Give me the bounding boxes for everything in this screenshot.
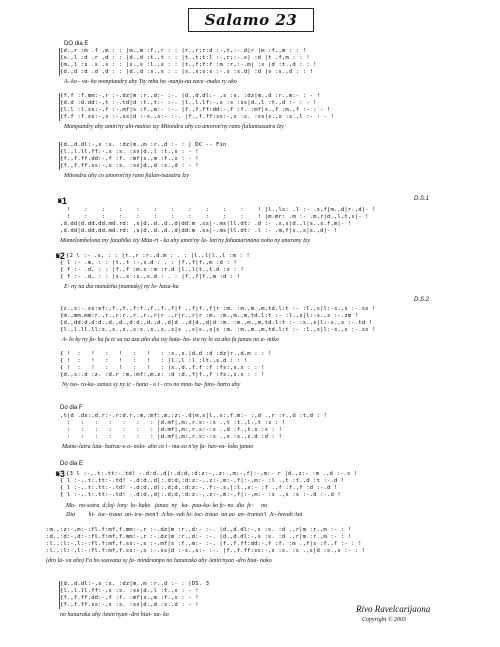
staff-row: : : : : : : : |d.mf|,m:,r.s:-:s .,t :t.,l.,t :s : ! [60, 420, 286, 426]
staff-row: {f.f :f.mm:-,r :-.dz|m :r.,d:- :-. |d.,d.dl:- ,s :s. :dz|m.,d :r.,m:- : - ! [60, 93, 321, 99]
lyrics-line: no hanaraka ahy Amin'nyan -dro hiai- na- ko [60, 612, 169, 618]
staff-row: :l.,:l:-,l:-:fl.f:mf,f.ss:-,s :-.mf|s :f.,m:- :-. |f.,f.ff:dd:-,f :f. :m .,f|s :f.,f :- : ! [46, 541, 362, 547]
staff-row: :d.,:d:-,d:-:fl.f:mf,f.mm:-,r :-.dz|m :r.,d:- :-. |d.,d.dl:-,s :s. :d .,r|m :r.,m :- : ! [46, 534, 352, 540]
staff-row: {m.,l :s .s ,s : : |s.,s :l.,s : : |t.,f;f:f :m :r,:-.m| :s |d :t.,d : : ! [60, 62, 317, 68]
staff-row: :m.,:z:-,m:-:fl.f:mf,f.mm:-,r :-.dz|m :r.,d:- :-. |d.,d.dl:-,s :s. :d .,r|m :r.,m :- : ! [46, 527, 352, 533]
lyrics-line: (dro la- va aho) Fa ho soavana sy fa- mindrampo no hanaraka ahy Amin'nyan -dro hiai- nako [46, 558, 272, 564]
staff-row: { ! : ! : ! : ! : |s.,d.,f.f :f :fs:,s.s : : ! [60, 365, 265, 371]
staff-row: {3 l :-,.t:.tt:-.td! -.d:d.,d|:.d;d,:d:z:-,.z:-,m:-,f|:-,m:- r |d.,z:- :m .,d :-.s ! [66, 471, 358, 477]
staff-row: { f :- .d, : : |s.,s :s.,s.d : . : |f.,f|f.,m :d : ! [60, 274, 241, 280]
staff-row: ,d.dd|d.dd,dd.md.rd: ,s|d,.d.,d.,d|dd:m .ss|-.ms|ll.dt: .l :- .m,f|s.,s|s.,d|- ! [60, 228, 338, 234]
staff-row: {l.,l.ll.ff:-,s :s. :ss|d.,l :t.,s : - ! [60, 588, 199, 594]
staff-row: ! : : : : : : : : : : ! |l.,ls: .l :- .s,f|m.,d|r.,d|- ! [60, 207, 376, 213]
staff-row: : : : : : : : |d.mf|,m:,r.s:-:s .,s :s.,s.d :d : ! [60, 434, 282, 440]
staff-row: {f.,f.ff.ss:-,s :s. :ss|d.,d :s.,d : - ! [60, 602, 199, 608]
staff-row: ,d.dd|d.dd,dd.md.rd: ,s|d,.d.,d.,d|dd:m .ss|-.ms|ll.dt: .d :- .s,s|d.,l|s.,s.f,m|- ! [60, 221, 352, 227]
key-change-e: Do dia E [60, 461, 84, 467]
composer-name: Rivo Ravelcarijaona [356, 604, 431, 614]
staff-row: {d.d :d.dd:-,t :-.td|d :t.,t:- :-. |l.,l.lf:-,s :s :ss|d.,l :t.,d :- : - ! [60, 100, 317, 106]
staff-row: {l.,l.ll.ff:-,s :s. :ss|d.,l :t.,s : - ! [60, 149, 199, 155]
staff-row: { ! : ! : ! : ! : |l.,l :l :lt.,s.d : : ! [60, 358, 248, 364]
staff-row: :l.,:l:-,l:-:fl.f:mf,f.ss:-,s :-.ss|d :-s.,s:- :-. |f.,f.ff:ss:-,s :s. :s .,s|d :s.,s :- : ! [46, 548, 366, 554]
lyrics-line: Ma- no-sotra d;loj- lony lo- hako janao ny ka- poa-ka- ko fc- no dia fc- no Dia hi- toc- traao an- tra- mon'i Jcho- vah hi- toc- traao an ao an- tranon'i Jc- hovah Ani [66, 503, 303, 518]
key-change-f: Do dia F [60, 405, 83, 411]
staff-row: {s.,l :d .r ,d : : |d.,d :t.,t : : |t.,t;t:l :-,r;:-.s| :d |t .f,m : : ! [60, 55, 310, 61]
key-header: DO dia E [64, 41, 89, 47]
staff-row: {d.,r :m .f ,m : : |m.,m :f.,r : : |r.,r;r:d :-,t,:-.d|r |m :f.,m : : ! [60, 48, 307, 54]
staff-row: ,t|d .ds:,d.r:-.r:d.r,:m,:mf:,m,:z:-.d|m.s|l,.s:,f.m:- :,d .,r :r.,d :t,d : ! [60, 413, 328, 419]
lyrics-line: Ny tso- ra-ka- zanao sy ny tc - hana - o i - rco no mna- ha- fato- hatra ahy [62, 382, 241, 388]
ds1-mark: D.S.1 [414, 196, 430, 202]
staff-row: {f.,f.ff.dd:-,f :f. :mf|s.,m :f.,s : - ! [60, 156, 199, 162]
segno-2-mark: 𝄋2 [56, 251, 65, 261]
staff-row: {d.,dd:d,d:d.,d.,d.,d:d.,d.,d.,d|d .,d|d.,d|d :m. :m.,m.,m,td.l:t :- :s.,s|l:-s.,s :-.td ! [60, 320, 373, 326]
lyrics-line: E- ny na dia mandeha (mamaky) ny lo- hasa-ha [64, 284, 179, 290]
staff-row: { l :- .m, : : |t.,t :-,s.d : . : |f.,f|f.,m :d : ! [60, 260, 237, 266]
segno-1-mark: 𝄋1 [58, 196, 67, 206]
lyrics-line: Mamc-latra lata- batrac-o a- nolo- aho co i - ma-zo n'ny fa- hav-va- loko janao [62, 444, 254, 450]
staff-row: { ! : ! : ! : ! : :s.,s.|d.d :d :dz|r.,d.m : : ! [60, 351, 272, 357]
staff-row: {l.l :l.ss:-,f :-.mf|s :f.,m:- :-. |f.,f.ff:dd:-,f :f. :mf|s.,f :m.,f :- : - ! [60, 107, 331, 113]
staff-row: {d.,d :d .d ,d : : |d.,d :s.,s : : |s.,s;s:s :-.s :s.d| :d |s :s.,d : : ! [60, 69, 314, 75]
lyrics-line: Mitondra ahy co amoron'ny rano fialan-tsasatra Izy [64, 173, 190, 179]
staff-row: {f.f :f.ss:-,s :-.ss|d :-s.,s:- :-. |f.,f.ff:ss:-,s :s. :ss|s.,s :s.,l :- : - ! [60, 114, 334, 120]
segno-3-mark: 𝄋3 [56, 469, 65, 479]
title-box [188, 8, 314, 32]
staff-row: {d.,d.dl:-,s :s. :dz|m.,m :r.,d :- : |DS. 3 [60, 581, 210, 587]
staff-row: {s.,s:-.ss:ef:,f.,f.,f:f.,f.,f.,f|f .,f|f.,f|r :m. :m.,m.,m,td.l:t :- :l.,s|l:-s.,s :-.ss ! [60, 306, 376, 312]
staff-row: ! : : : : : : : : : : ! |m.mr: .m :- .m,r|d.,l,t,s|- ! [60, 214, 369, 220]
lyrics-line: A- ko - va- ko nompiandry ahy Tsy mba ho -nanja-na zava -mako ry ako [64, 79, 237, 85]
staff-row: { f :- .d, : : |f.,f :m.s :m :r.d |l.,l|t.,t.d :s : ! [60, 267, 244, 273]
staff-row: {d.,d.dl:-,s :s. :dz|m.,m :r.,d :- : | DC -- Fin [60, 142, 227, 148]
lyrics-line: Mamelombelona my fanahiko izy Mita-ri - ka ahy amin'ny la- lan'ny fahamarinana noho ny anarany Izy [60, 238, 311, 244]
lyrics-line: Mampandry ahy amin'ny ahi-maitso izy Mitondra ahy co amoron'ny rano fialantsasatra Izy [64, 124, 284, 130]
staff-row: {d.,s:.d :z. :d.r :m,:mf:,m.z: :d :d.,f|f.,f :fs:,s.s : : ! [60, 372, 265, 378]
staff-row: { l :-,.t:.tt:-.td! -.d:d.,d|:.d;d,:d:z:-,.f:-.s,|:l.,s:- :f .,f :f.,f :d :-.d ! [60, 485, 338, 491]
staff-row: {l.,l.ll.ll:s.,s.,s.,s:s.,s.,s.,s|s .,s|s.,s|s :m. :m.,m.,m,td.l:t :- :l.,s|l:-s.,s :-.ss ! [60, 327, 376, 333]
staff-row: {f.,f.ff.ss:-,s :s. :ss|d.,d :s.,d : - ! [60, 163, 199, 169]
staff-row: {f.,f.ff.dd:-,f :f. :mf|s.,m :f.,s : - ! [60, 595, 199, 601]
staff-row: { l :-,.t:.tt:-.td! -.d:d.,d|:.d;d,:d:z:-,.z:-,m:-,f|:-,m:- :l .,t :t.,d :t :-.d ! [60, 478, 345, 484]
staff-row: {2 l :- .s, : : |r.,r :r.,d.m : . : |l.,l|l.,l :m : ! [66, 253, 250, 259]
ds2-mark: D.S.2 [414, 297, 430, 303]
page-title: Salamo 23 [204, 11, 298, 29]
staff-row: : : : : : : : |d.mf|,m:,r.s:-:s .,d :f.,t.s :s : ! [60, 427, 282, 433]
copyright-notice: Copyright © 2003 [362, 617, 406, 623]
staff-row: {m.,mm.mm:r.,r.,r:r.,r.,r.,r|r .,r|r.,r|r :m. :m.,m.,m,td.l:t :- :l.,s|l:-s.,s :-.zm ! [60, 313, 359, 319]
lyrics-line: A- lo ky ny fa- ha fa tc sa na aza aho dia tsy hata- ho- tra ny lo za aho fa janao no a- miko [62, 337, 279, 343]
staff-row: { l :-,.t:.tt:-.td! -.d:d.,d|:.d;d,:d:z:-,.z:-,m:-,f|:-,m:- :s .,s :s :-.d :-.d ! [60, 492, 341, 498]
